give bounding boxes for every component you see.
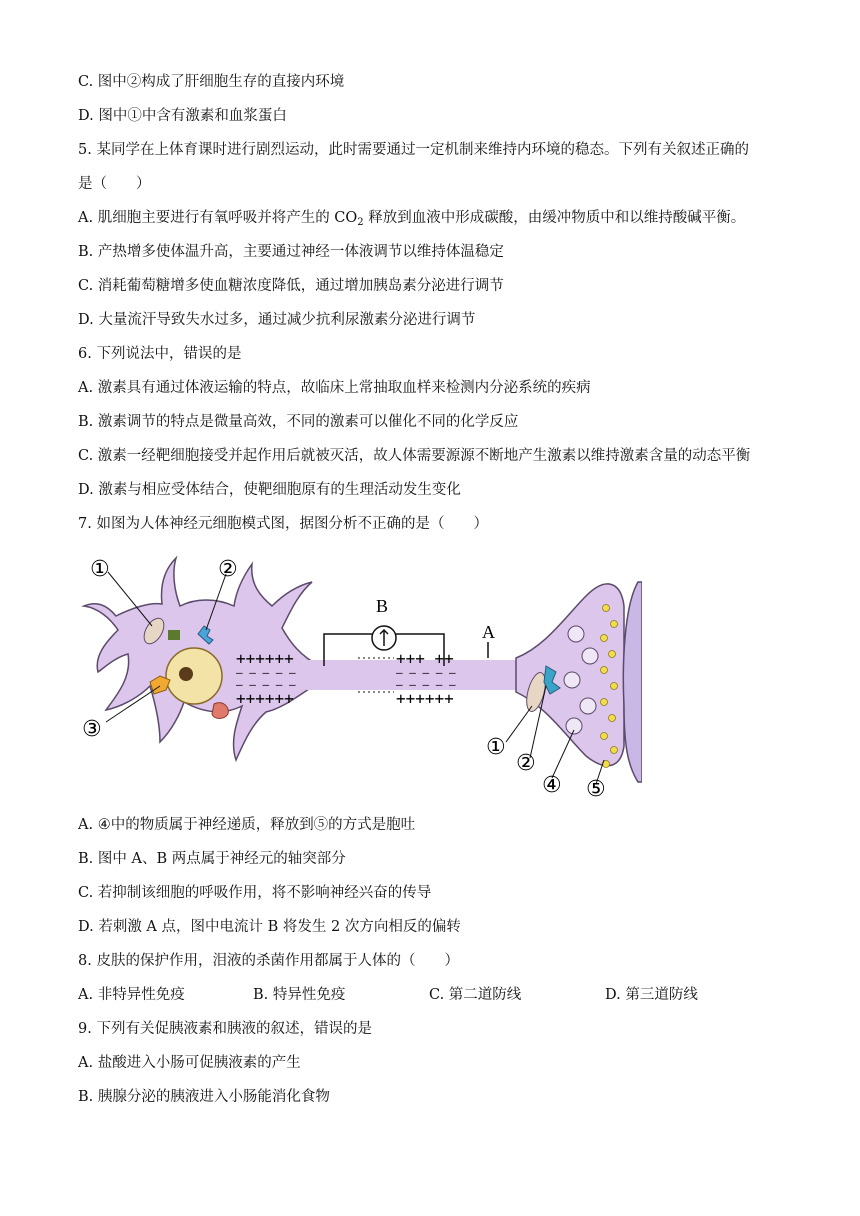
q6-option-b: B. 激素调节的特点是微量高效，不同的激素可以催化不同的化学反应 — [78, 414, 519, 430]
q7-option-d: D. 若刺激 A 点，图中电流计 B 将发生 2 次方向相反的偏转 — [78, 919, 461, 935]
q6-option-d: D. 激素与相应受体结合，使靶细胞原有的生理活动发生变化 — [78, 482, 461, 498]
plus-lower-left: ++++++ — [236, 689, 294, 708]
q5-stem-line1: 5. 某同学在上体育课时进行剧烈运动，此时需要通过一定机制来维持内环境的稳态。下列有关叙述正确的 — [78, 142, 749, 158]
minus-upper-left: — — — — — — [236, 666, 296, 679]
q4-option-c: C. 图中②构成了肝细胞生存的直接内环境 — [78, 74, 345, 90]
q7-option-c: C. 若抑制该细胞的呼吸作用，将不影响神经兴奋的传导 — [78, 885, 432, 901]
q4-option-d: D. 图中①中含有激素和血浆蛋白 — [78, 108, 287, 124]
q5-stem-line2: 是（ ） — [78, 176, 151, 192]
q9-stem: 9. 下列有关促胰液素和胰液的叙述，错误的是 — [78, 1021, 372, 1037]
minus-lower-right: — — — — — — [396, 678, 456, 691]
q8-option-b: B. 特异性免疫 — [253, 987, 346, 1003]
organelle-green — [168, 630, 180, 640]
q6-stem: 6. 下列说法中，错误的是 — [78, 346, 242, 362]
label-3-soma: ③ — [82, 717, 102, 742]
q9-option-b: B. 胰腺分泌的胰液进入小肠能消化食物 — [78, 1089, 330, 1105]
q5-option-c: C. 消耗葡萄糖增多使血糖浓度降低，通过增加胰岛素分泌进行调节 — [78, 278, 504, 294]
leader-1b — [506, 706, 532, 742]
label-2-soma: ② — [218, 557, 238, 582]
minus-lower-left: — — — — — — [236, 678, 296, 691]
q5-option-a: A. 肌细胞主要进行有氧呼吸并将产生的 $CO_2$ 释放到血液中形成碳酸，由缓冲物质中和以维持酸碱平衡。 — [78, 210, 746, 228]
leader-4 — [552, 730, 574, 778]
plus-upper-right: +++ ++ — [396, 649, 454, 668]
label-5-terminal: ⑤ — [586, 777, 606, 802]
nucleus — [166, 648, 222, 704]
label-2-terminal: ② — [516, 751, 536, 776]
q7-stem: 7. 如图为人体神经元细胞模式图，据图分析不正确的是（ ） — [78, 516, 488, 532]
label-1-soma: ① — [90, 557, 110, 582]
q6-option-a: A. 激素具有通过体液运输的特点，故临床上常抽取血样来检测内分泌系统的疾病 — [78, 380, 591, 396]
postsynaptic-membrane — [623, 582, 642, 782]
neuron-diagram — [76, 546, 642, 802]
q5-option-d: D. 大量流汗导致失水过多，通过减少抗利尿激素分泌进行调节 — [78, 312, 476, 328]
nucleolus — [179, 667, 193, 681]
q6-option-c: C. 激素一经靶细胞接受并起作用后就被灭活，故人体需要源源不断地产生激素以维持激素含量的动态平衡 — [78, 448, 751, 464]
label-A: A — [482, 622, 495, 642]
plus-lower-right: ++++++ — [396, 689, 454, 708]
label-B: B — [376, 596, 389, 616]
plus-upper-left: ++++++ — [236, 649, 294, 668]
label-1-terminal: ① — [486, 735, 506, 760]
q8-stem: 8. 皮肤的保护作用，泪液的杀菌作用都属于人体的（ ） — [78, 953, 459, 969]
label-4-terminal: ④ — [542, 773, 562, 798]
q7-option-b: B. 图中 A、B 两点属于神经元的轴突部分 — [78, 851, 346, 867]
q7-option-a: A. ④中的物质属于神经递质，释放到⑤的方式是胞吐 — [78, 817, 416, 833]
organelle-soma-lower — [212, 703, 228, 719]
q8-option-d: D. 第三道防线 — [605, 987, 698, 1003]
q8-option-c: C. 第二道防线 — [429, 987, 522, 1003]
minus-upper-right: — — — — — — [396, 666, 456, 679]
q8-option-a: A. 非特异性免疫 — [78, 987, 185, 1003]
q5-option-b: B. 产热增多使体温升高，主要通过神经一体液调节以维持体温稳定 — [78, 244, 504, 260]
q9-option-a: A. 盐酸进入小肠可促胰液素的产生 — [78, 1055, 301, 1071]
